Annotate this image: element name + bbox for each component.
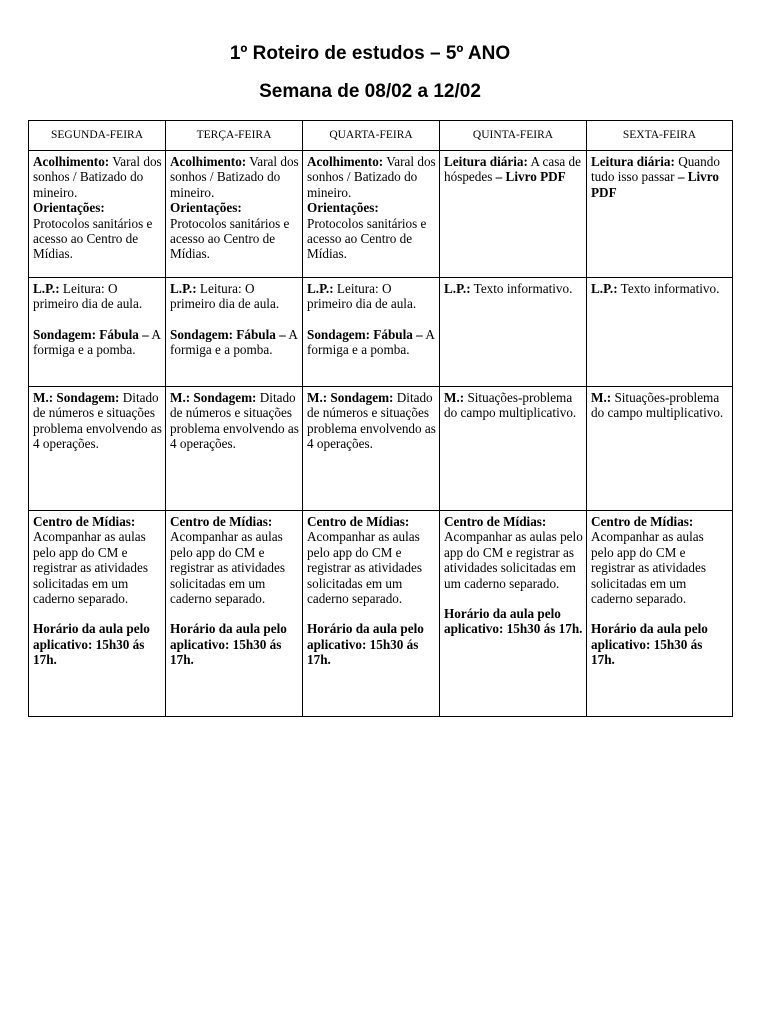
schedule-table: [28, 120, 733, 717]
activity-entry: [170, 327, 299, 358]
schedule-cell-friday: [587, 511, 733, 717]
activity-heading: L.P.:: [170, 281, 197, 296]
day-header-row: [29, 121, 733, 151]
activity-heading: Centro de Mídias:: [591, 514, 694, 529]
activity-entry: [444, 281, 583, 296]
activity-entry: [33, 154, 162, 200]
schedule-row: [29, 387, 733, 511]
activity-format: – Livro PDF: [591, 169, 719, 200]
activity-text: Acompanhar as aulas pelo app do CM e registrar as atividades solicitadas em um caderno separado.: [591, 529, 706, 607]
activity-heading: Horário da aula pelo aplicativo: 15h30 ás 17h.: [444, 606, 583, 637]
schedule-cell-wednesday: [303, 278, 440, 387]
activity-heading: Centro de Mídias:: [33, 514, 136, 529]
activity-entry: [170, 514, 299, 606]
schedule-cell-friday: [587, 387, 733, 511]
schedule-cell-thursday: [440, 151, 587, 278]
activity-heading: M.: Sondagem:: [33, 390, 120, 405]
activity-entry: [591, 390, 729, 421]
activity-entry: [444, 514, 583, 591]
activity-entry: [170, 621, 299, 667]
activity-heading: Orientações:: [170, 200, 242, 216]
schedule-cell-thursday: [440, 511, 587, 717]
schedule-cell-tuesday: [166, 387, 303, 511]
activity-text: A formiga e a pomba.: [307, 326, 435, 358]
activity-text: Protocolos sanitários e acesso ao Centro de Mídias.: [307, 215, 427, 262]
schedule-cell-tuesday: [166, 151, 303, 278]
activity-heading: Acolhimento:: [170, 154, 247, 169]
activity-heading: M.: Sondagem:: [307, 390, 394, 405]
activity-entry: [591, 154, 729, 200]
activity-heading: Centro de Mídias:: [170, 514, 273, 529]
day-header-thursday: QUINTA-FEIRA: [440, 121, 587, 151]
activity-text: Texto informativo.: [470, 281, 573, 296]
activity-entry: [170, 200, 299, 262]
activity-text: A casa de hóspedes: [444, 154, 581, 185]
activity-text: Protocolos sanitários e acesso ao Centro de Mídias.: [33, 215, 153, 262]
activity-entry: [307, 200, 436, 262]
activity-text: Ditado de números e situações problema envolvendo as 4 operações.: [170, 390, 299, 452]
activity-entry: [33, 200, 162, 262]
activity-text: A formiga e a pomba.: [33, 326, 161, 358]
activity-entry: [33, 514, 162, 606]
day-header-wednesday: QUARTA-FEIRA: [303, 121, 440, 151]
activity-heading: Horário da aula pelo aplicativo: 15h30 ás 17h.: [591, 621, 708, 668]
activity-heading: Leitura diária:: [444, 154, 528, 169]
activity-heading: Sondagem: Fábula –: [33, 326, 149, 342]
schedule-cell-wednesday: [303, 151, 440, 278]
activity-text: Quando tudo isso passar: [591, 154, 720, 185]
activity-entry: [307, 281, 436, 312]
schedule-cell-friday: [587, 278, 733, 387]
schedule-cell-thursday: [440, 278, 587, 387]
activity-format: – Livro PDF: [495, 169, 566, 185]
activity-entry: [444, 606, 583, 637]
activity-entry: [307, 327, 436, 358]
activity-heading: Sondagem: Fábula –: [170, 326, 286, 342]
activity-entry: [170, 390, 299, 452]
activity-text: A formiga e a pomba.: [170, 326, 298, 358]
schedule-cell-monday: [29, 387, 166, 511]
activity-heading: Acolhimento:: [33, 154, 110, 169]
activity-text: Acompanhar as aulas pelo app do CM e registrar as atividades solicitadas em um caderno separado.: [444, 529, 583, 591]
activity-entry: [307, 390, 436, 452]
day-header-monday: SEGUNDA-FEIRA: [29, 121, 166, 151]
activity-entry: [591, 514, 729, 606]
activity-text: Situações-problema do campo multiplicativo.: [591, 390, 724, 421]
schedule-row: [29, 278, 733, 387]
activity-entry: [444, 390, 583, 421]
schedule-row: [29, 511, 733, 717]
activity-entry: [444, 154, 583, 185]
schedule-cell-monday: [29, 278, 166, 387]
day-header-friday: SEXTA-FEIRA: [587, 121, 733, 151]
schedule-cell-tuesday: [166, 511, 303, 717]
activity-text: Ditado de números e situações problema envolvendo as 4 operações.: [33, 390, 162, 452]
activity-entry: [33, 621, 162, 667]
activity-heading: Centro de Mídias:: [444, 514, 547, 529]
schedule-cell-tuesday: [166, 278, 303, 387]
activity-text: Situações-problema do campo multiplicativo.: [444, 390, 577, 421]
activity-entry: [33, 390, 162, 452]
activity-text: Protocolos sanitários e acesso ao Centro de Mídias.: [170, 215, 290, 262]
week-subtitle: Semana de 08/02 a 12/02: [259, 81, 481, 102]
activity-text: Acompanhar as aulas pelo app do CM e registrar as atividades solicitadas em um caderno separado.: [170, 529, 285, 607]
activity-text: Ditado de números e situações problema envolvendo as 4 operações.: [307, 390, 436, 452]
activity-entry: [170, 281, 299, 312]
activity-entry: [33, 327, 162, 358]
activity-heading: Orientações:: [307, 200, 379, 216]
activity-text: Acompanhar as aulas pelo app do CM e registrar as atividades solicitadas em um caderno separado.: [33, 529, 148, 607]
activity-text: Leitura: O primeiro dia de aula.: [33, 281, 143, 312]
day-header-tuesday: TERÇA-FEIRA: [166, 121, 303, 151]
activity-entry: [307, 514, 436, 606]
activity-entry: [591, 621, 729, 667]
schedule-row: [29, 151, 733, 278]
activity-entry: [170, 154, 299, 200]
schedule-cell-monday: [29, 511, 166, 717]
activity-heading: Horário da aula pelo aplicativo: 15h30 ás 17h.: [307, 621, 424, 668]
activity-text: Varal dos sonhos / Batizado do mineiro.: [307, 154, 436, 200]
activity-heading: Horário da aula pelo aplicativo: 15h30 ás 17h.: [33, 621, 150, 668]
activity-heading: M.: Sondagem:: [170, 390, 257, 405]
activity-heading: M.:: [444, 390, 465, 405]
schedule-cell-wednesday: [303, 387, 440, 511]
activity-heading: Horário da aula pelo aplicativo: 15h30 ás 17h.: [170, 621, 287, 668]
activity-heading: L.P.:: [591, 281, 618, 296]
activity-heading: Orientações:: [33, 200, 105, 216]
schedule-cell-friday: [587, 151, 733, 278]
schedule-cell-wednesday: [303, 511, 440, 717]
activity-heading: Acolhimento:: [307, 154, 384, 169]
activity-entry: [307, 621, 436, 667]
activity-heading: M.:: [591, 390, 612, 405]
schedule-cell-thursday: [440, 387, 587, 511]
activity-text: Leitura: O primeiro dia de aula.: [170, 281, 280, 312]
activity-entry: [591, 281, 729, 296]
activity-text: Acompanhar as aulas pelo app do CM e registrar as atividades solicitadas em um caderno separado.: [307, 529, 422, 607]
activity-text: Varal dos sonhos / Batizado do mineiro.: [170, 154, 299, 200]
activity-heading: Sondagem: Fábula –: [307, 326, 423, 342]
activity-text: Varal dos sonhos / Batizado do mineiro.: [33, 154, 162, 200]
document-title: 1º Roteiro de estudos – 5º ANO: [229, 43, 511, 64]
activity-entry: [33, 281, 162, 312]
activity-entry: [307, 154, 436, 200]
activity-heading: L.P.:: [33, 281, 60, 296]
activity-heading: Leitura diária:: [591, 154, 675, 169]
activity-text: Texto informativo.: [617, 281, 720, 296]
activity-heading: L.P.:: [307, 281, 334, 296]
activity-heading: Centro de Mídias:: [307, 514, 410, 529]
activity-text: Leitura: O primeiro dia de aula.: [307, 281, 417, 312]
activity-heading: L.P.:: [444, 281, 471, 296]
schedule-cell-monday: [29, 151, 166, 278]
